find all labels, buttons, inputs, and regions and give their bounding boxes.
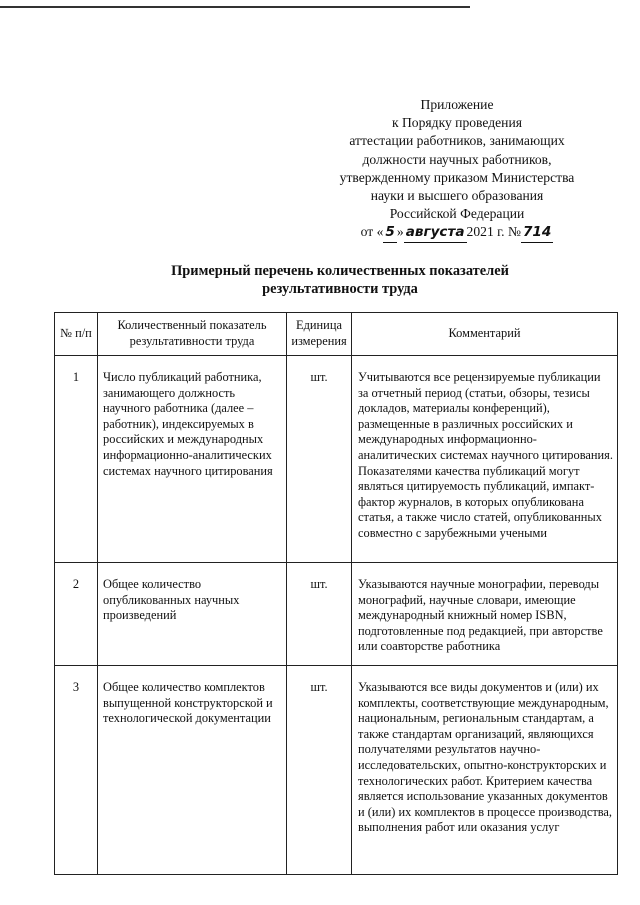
table-header-row: [55, 313, 618, 356]
row-unit: шт.: [287, 666, 352, 875]
row-comment: Указываются все виды документов и (или) их комплекты, соответствующие международным, национальным, региональным стандартам, а также стандартам организаций, являющихся получателями результатов научно-исследовательских, опытно-конструкторских и технологических работ. Критерием качества является использование указанных документов и (или) их комплектов в процессе производства, выполнения работ или оказания услуг: [352, 666, 618, 875]
appendix-line: Российской Федерации: [389, 206, 525, 222]
appendix-line: науки и высшего образования: [370, 188, 544, 204]
row-indicator: Общее количество комплектов выпущенной конструкторской и технологической документации: [98, 666, 287, 875]
table-row: [55, 666, 618, 875]
order-day-close: »: [396, 224, 404, 240]
row-num: 3: [55, 666, 98, 875]
order-year: 2021 г. №: [466, 224, 521, 240]
appendix-line: Приложение: [420, 97, 494, 112]
appendix-line: к Порядку проведения: [391, 115, 522, 131]
order-date-line: [322, 223, 592, 242]
table-row: [55, 356, 618, 563]
row-comment: Указываются научные монографии, переводы монографий, научные словари, имеющие международный книжный номер ISBN, подготовленные под редакцией, при авторстве или соавторстве работника: [352, 563, 618, 666]
row-indicator: Общее количество опубликованных научных произведений: [98, 563, 287, 666]
row-unit: шт.: [287, 563, 352, 666]
row-num: 1: [55, 356, 98, 563]
order-day: 5: [383, 223, 396, 242]
row-unit: шт.: [287, 356, 352, 563]
header-indicator: Количественный показатель результативности труда: [98, 313, 287, 356]
table-row: [55, 563, 618, 666]
appendix-line: утвержденному приказом Министерства: [339, 169, 575, 185]
order-month: августа: [404, 223, 467, 242]
row-indicator: Число публикаций работника, занимающего должность научного работника (далее – работник), индексируемых в российских и международных информационно-аналитических системах научного цитирования: [98, 356, 287, 563]
appendix-line: должности научных работников,: [362, 151, 552, 167]
header-unit: Единица измерения: [287, 313, 352, 356]
indicators-table: [54, 312, 618, 875]
header-comment: Комментарий: [352, 313, 618, 356]
row-comment: Учитываются все рецензируемые публикации за отчетный период (статьи, обзоры, тезисы докладов, материалы конференций), размещенные в различных российских и международных информационно-аналитических системах научного цитирования. Показателями качества публикаций могут являться цитируемость публикаций, импакт-фактор журналов, в которых опубликована статья, а также число статей, опубликованных совместно с зарубежными учеными: [352, 356, 618, 563]
order-prefix: от «: [360, 224, 384, 240]
title-line-1: Примерный перечень количественных показателей: [171, 263, 509, 279]
document-title: [120, 262, 560, 298]
appendix-header: [322, 96, 592, 243]
row-num: 2: [55, 563, 98, 666]
order-number: 714: [521, 223, 553, 242]
title-line-2: результативности труда: [262, 281, 418, 297]
header-num: № п/п: [55, 313, 98, 356]
top-scan-rule: [0, 6, 470, 8]
appendix-line: аттестации работников, занимающих: [349, 133, 565, 149]
